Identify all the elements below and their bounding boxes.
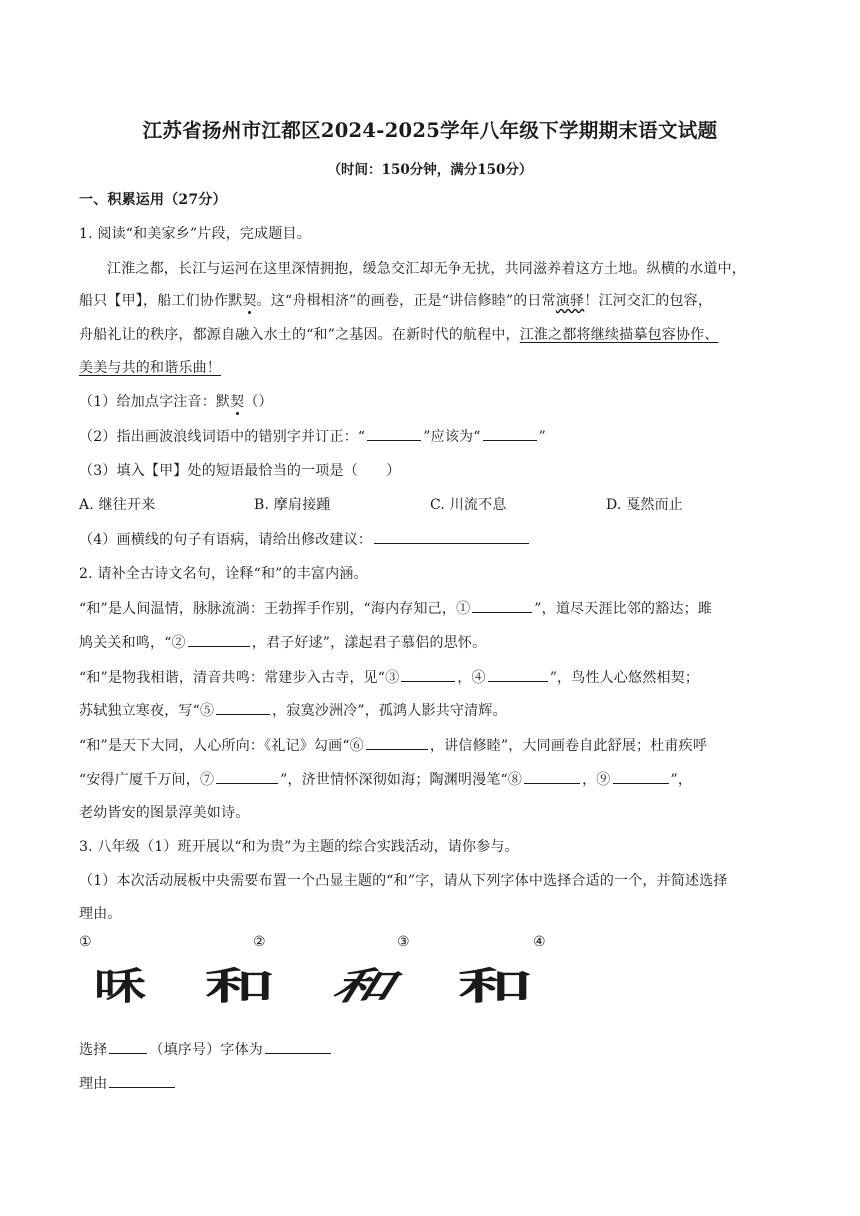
q2-line-2	[79, 632, 800, 653]
q3-reason-text: 理由	[79, 1076, 108, 1092]
q2-text: ，君子好逑”，漾起君子慕侣的思怀。	[251, 635, 487, 651]
q2-line-1	[79, 598, 800, 619]
font-number-3: ③	[397, 934, 410, 950]
option-a[interactable]: A. 继往开来	[79, 497, 156, 513]
q2-text: ，寂寞沙洲冷”，孤鸿人影共守清辉。	[272, 703, 507, 719]
font-number-2: ②	[253, 934, 266, 950]
q1-sub-2-text: （2）指出画波浪线词语中的错别字并订正：“	[79, 429, 366, 445]
q1-passage-text: 。这“舟楫相济”的画卷，正是“讲信修睦”的日常	[256, 293, 556, 309]
font-number-1: ①	[79, 934, 92, 950]
answer-blank[interactable]	[472, 598, 532, 613]
q2-line-5	[79, 735, 800, 756]
answer-blank[interactable]	[216, 700, 270, 715]
exam-subtitle: （时间：150分钟，满分150分）	[327, 162, 533, 178]
q1-sub-4-text: （4）画横线的句子有语病，请给出修改建议：	[79, 532, 373, 548]
answer-blank[interactable]	[483, 426, 537, 441]
answer-blank[interactable]	[109, 1073, 175, 1088]
answer-blank[interactable]	[366, 735, 428, 750]
exam-title: 江苏省扬州市江都区2024-2025学年八年级下学期期末语文试题	[142, 119, 718, 142]
answer-blank[interactable]	[613, 769, 669, 784]
q2-text: ”，鸟性人心悠然相契；	[549, 670, 700, 686]
q1-passage-line-3	[79, 325, 800, 345]
answer-blank[interactable]	[265, 1039, 331, 1054]
q3-stem: 3. 八年级（1）班开展以“和为贵”为主题的综合实践活动，请你参与。	[79, 839, 519, 855]
option-b[interactable]: B. 摩肩接踵	[254, 497, 331, 513]
q1-sub-2-text: ”应该为“	[423, 429, 481, 445]
q2-line-6	[79, 769, 800, 790]
q1-sub-1	[79, 392, 800, 412]
q2-text: ，讲信修睦”，大同画卷自此舒展；杜甫疾呼	[429, 738, 708, 754]
q1-passage-text: ！江河交汇的包容，	[584, 293, 713, 309]
wavy-underlined-word: 演驿	[555, 293, 585, 309]
q2-text: ，⑨	[582, 772, 611, 788]
q2-text: 苏轼独立寒夜，写“⑤	[79, 703, 215, 719]
q1-sub-3: （3）填入【甲】处的短语最恰当的一项是（ ）	[79, 463, 401, 479]
q1-passage-line-2	[79, 291, 800, 311]
seal-script-he-glyph[interactable]: 咊	[94, 965, 149, 1009]
q1-passage-text: 舟船礼让的秩序，都源自融入水土的“和”之基因。在新时代的航程中，	[79, 327, 520, 343]
answer-blank[interactable]	[524, 769, 580, 784]
section-heading: 一、积累运用（27分）	[79, 192, 227, 208]
answer-blank[interactable]	[188, 632, 250, 647]
q2-stem: 2. 请补全古诗文名句，诠释“和”的丰富内涵。	[79, 566, 368, 582]
answer-blank[interactable]	[488, 667, 548, 682]
q2-line-3	[79, 667, 800, 688]
dotted-character: 契	[230, 394, 245, 410]
answer-blank[interactable]	[109, 1039, 147, 1054]
q2-text: “和”是物我相谐，清音共鸣：常建步入古寺，见“③	[79, 670, 400, 686]
q2-text: ”，济世情怀深彻如海；陶渊明漫笔“⑧	[280, 772, 523, 788]
q1-passage-line-1: 江淮之都，长江与运河在这里深情拥抱，缓急交汇却无争无扰，共同滋养着这方土地。纵横的水道中，	[107, 261, 746, 277]
q2-text: “和”是人间温情，脉脉流淌：王勃挥手作别，“海内存知己，①	[79, 601, 471, 617]
q2-text: ”，	[670, 772, 693, 788]
q2-text: ”，道尽天涯比邻的豁达；雎	[534, 601, 713, 617]
answer-blank[interactable]	[367, 426, 421, 441]
q1-sub-4	[79, 529, 800, 550]
clerical-script-he-glyph[interactable]: 和	[205, 965, 276, 1009]
q1-stem: 1. 阅读“和美家乡”片段，完成题目。	[79, 226, 311, 242]
q3-choose-line	[79, 1039, 800, 1060]
q2-text: “安得广厦千万间，⑦	[79, 772, 215, 788]
option-d[interactable]: D. 戛然而止	[606, 497, 684, 513]
q3-reason-line	[79, 1073, 800, 1094]
q1-passage-line-4	[79, 358, 800, 378]
q2-text: 鸠关关和鸣，“②	[79, 635, 186, 651]
q1-passage-text: 船只【甲】，船工们协作默	[79, 293, 243, 309]
q1-sub-1-text: （1）给加点字注音：默	[79, 394, 231, 410]
q2-line-4	[79, 700, 800, 721]
running-script-he-glyph[interactable]: 和	[328, 964, 398, 1009]
q3-choose-text: 选择	[79, 1042, 108, 1058]
q3-sub-1-line-2: 理由。	[79, 906, 122, 922]
q2-text: “和”是天下大同，人心所向：《礼记》勾画“⑥	[79, 738, 364, 754]
regular-script-he-glyph[interactable]: 和	[458, 964, 534, 1009]
answer-blank[interactable]	[374, 529, 529, 544]
option-c[interactable]: C. 川流不息	[430, 497, 507, 513]
q1-sub-1-text: （）	[244, 394, 273, 410]
q2-line-7: 老幼皆安的图景淳美如诗。	[79, 805, 250, 821]
q1-sub-2-text: ”	[538, 429, 546, 445]
q1-sub-2	[79, 426, 800, 447]
q2-text: ，④	[457, 670, 486, 686]
dotted-character: 契	[242, 293, 257, 309]
q3-sub-1-line-1: （1）本次活动展板中央需要布置一个凸显主题的“和”字，请从下列字体中选择合适的一个，并简述选择	[79, 873, 728, 889]
q3-choose-text: （填序号）字体为	[149, 1042, 264, 1058]
answer-blank[interactable]	[401, 667, 455, 682]
underlined-sentence: 美美与共的和谐乐曲！	[79, 360, 221, 376]
font-number-4: ④	[533, 934, 546, 950]
underlined-sentence: 江淮之都将继续描摹包容协作、	[519, 327, 719, 343]
answer-blank[interactable]	[216, 769, 278, 784]
